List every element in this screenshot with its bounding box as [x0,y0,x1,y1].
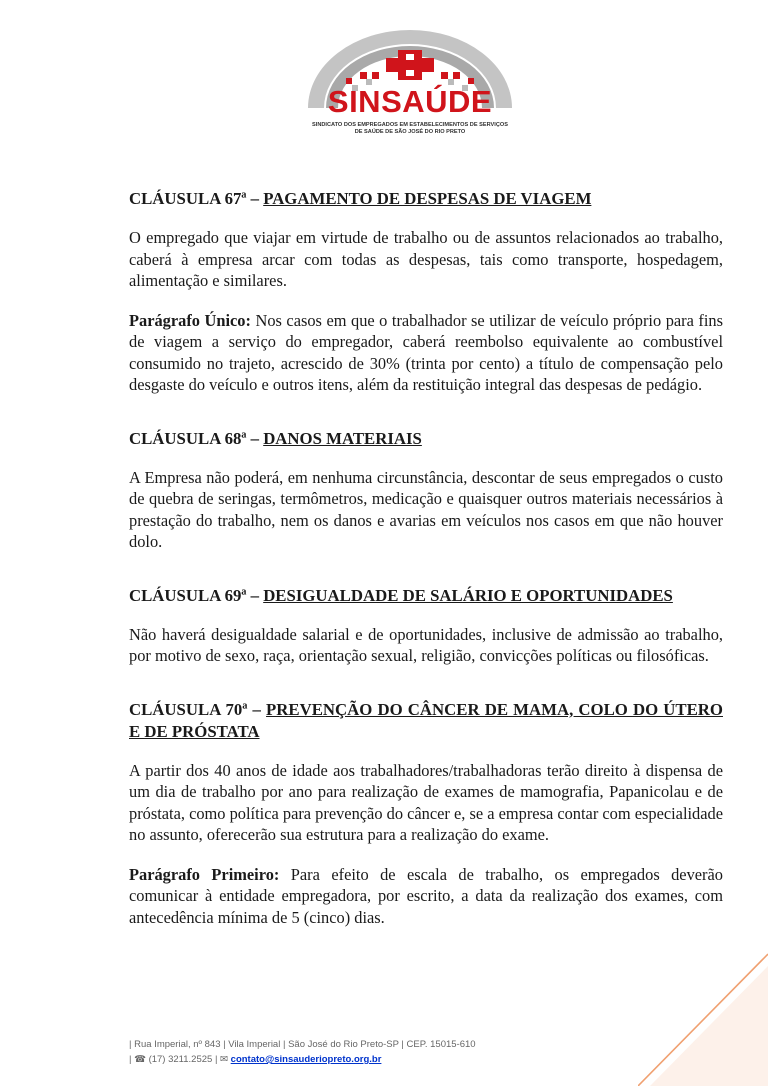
clause-69-heading [129,585,723,607]
logo-subtitle-2: DE SAÚDE DE SÃO JOSÉ DO RIO PRETO [354,129,466,135]
footer-address: | Rua Imperial, nº 843 | Vila Imperial | São José do Rio Preto-SP | CEP. 15015-610 [129,1039,476,1050]
clause-70-paragraph: A partir dos 40 anos de idade aos trabalhadores/trabalhadoras terão direito à dispensa de um dia de trabalho por ano para realização de exames de mamografia, Papanicolau e de próstata, como política para prevenção do câncer e, se a empresa contar com especialidade no assunto, oferecerão sua estrutura para a realização do exame. [129,760,723,844]
clause-number: CLÁUSULA 68ª – [129,428,264,448]
clause-70-heading [129,699,723,743]
clause-title: PAGAMENTO DE DESPESAS DE VIAGEM [263,189,592,208]
clause-title: DANOS MATERIAIS [263,428,422,448]
footer-phone: | ☎ (17) 3211.2525 | ✉ [129,1054,231,1065]
logo-name: SINSAÚDE [327,84,493,119]
paragraph-text: Para efeito de escala de trabalho, os empregados deverão comunicar à entidade empregadora, por escrito, a data da realização dos exames, com antecedência mínima de 5 (cinco) dias. [129,864,723,927]
clause-number: CLÁUSULA 70ª – [129,699,267,719]
clause-67-sole-paragraph [129,310,723,396]
clause-68-paragraph: A Empresa não poderá, em nenhuma circunstância, descontar de seus empregados o custo de quebra de seringas, termômetros, medicação e quaisquer outros materiais necessários à prestação do trabalho, nem os danos e avarias em veículos nos casos em que não houver dolo. [129,467,723,551]
clause-number: CLÁUSULA 69ª – [129,585,264,605]
clause-69-paragraph: Não haverá desigualdade salarial e de oportunidades, inclusive de admissão ao trabalho, por motivo de sexo, raça, orientação sexual, religião, convicções políticas ou filosóficas. [129,624,723,665]
corner-decoration [638,936,768,1086]
clause-number: CLÁUSULA 67ª – [129,189,264,208]
sinsaude-logo [300,22,520,135]
paragraph-label: Parágrafo Único: [129,310,251,330]
paragraph-text: Nos casos em que o trabalhador se utilizar de veículo próprio para fins de viagem a serviço do empregador, caberá reembolso equivalente ao combustível consumido no trajeto, acrescido de 30% (trinta por cento) a título de compensação pelo desgaste do veículo e outros itens, além da restituição integral das despesas de pedágio. [129,310,724,394]
clause-title: DESIGUALDADE DE SALÁRIO E OPORTUNIDADES [263,585,673,605]
clause-67-heading [129,188,723,210]
clause-67-paragraph: O empregado que viajar em virtude de trabalho ou de assuntos relacionados ao trabalho, caberá à empresa arcar com todas as despesas, tais como transporte, hospedagem, alimentação e similares. [129,228,723,290]
clause-70-first-paragraph [129,864,723,929]
page-footer [129,1037,476,1067]
clause-title: PREVENÇÃO DO CÂNCER DE MAMA, COLO DO ÚTERO E DE PRÓSTATA [129,699,723,741]
paragraph-label: Parágrafo Primeiro: [129,864,280,884]
document-body [129,188,723,928]
clause-68-heading [129,428,723,450]
footer-email-link[interactable]: contato@sinsauderiopreto.org.br [230,1054,382,1065]
logo-subtitle: SINDICATO DOS EMPREGADOS EM ESTABELECIMENTOS DE SERVIÇOS [312,122,508,128]
footer-contact [129,1052,476,1067]
